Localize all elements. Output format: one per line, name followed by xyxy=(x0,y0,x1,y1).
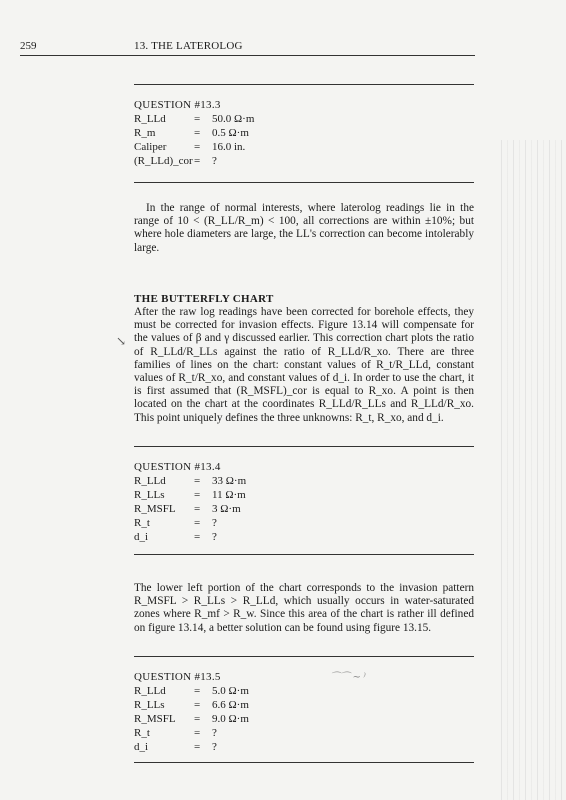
question-row xyxy=(134,502,246,516)
variable-label: R_t xyxy=(134,727,150,739)
equals-sign: = xyxy=(194,741,201,753)
margin-check-mark: ↘ xyxy=(116,334,127,348)
pencil-scribble: ⌒⌒ ∼ ⁾ xyxy=(330,672,366,683)
equals-sign: = xyxy=(194,713,201,725)
question-13-3 xyxy=(134,98,254,168)
variable-value: 50.0 Ω·m xyxy=(212,113,255,125)
divider xyxy=(134,656,474,657)
question-row xyxy=(134,698,249,712)
equals-sign: = xyxy=(194,727,201,739)
paragraph-butterfly-chart: After the raw log readings have been corrected for borehole effects, they must be corrected for invasion effects. Figure 13.14 will compensate for the values of β and γ discussed earlier. This correction chart plots the ratio of R_LLd/R_LLs against the ratio of R_LLd/R_xo. There are three families of lines on the chart: constant values of R_t/R_LLd, constant values of R_t/R_xo, and constant values of d_i. In order to use the chart, it is first assumed that (R_MSFL)_cor is equal to R_xo. A point is then located on the chart at the coordinates R_LLd/R_LLs and R_LLd/R_xo. This point uniquely defines the three unknowns: R_t, R_xo, and d_i. xyxy=(134,306,474,424)
section-heading: THE BUTTERFLY CHART xyxy=(134,293,274,305)
divider xyxy=(134,554,474,555)
question-row xyxy=(134,516,246,530)
equals-sign: = xyxy=(194,141,201,153)
divider xyxy=(134,182,474,183)
question-row xyxy=(134,154,254,168)
question-row xyxy=(134,474,246,488)
question-row xyxy=(134,726,249,740)
question-title: QUESTION #13.3 xyxy=(134,99,221,111)
header-rule xyxy=(20,55,475,56)
question-row xyxy=(134,488,246,502)
variable-label: R_MSFL xyxy=(134,713,176,725)
variable-label: R_LLs xyxy=(134,489,165,501)
variable-value: 3 Ω·m xyxy=(212,503,241,515)
variable-value: ? xyxy=(212,741,217,753)
variable-label: d_i xyxy=(134,741,149,753)
question-row xyxy=(134,684,249,698)
equals-sign: = xyxy=(194,517,201,529)
divider xyxy=(134,446,474,447)
question-13-4 xyxy=(134,460,246,544)
equals-sign: = xyxy=(194,113,201,125)
question-13-5 xyxy=(134,670,249,754)
scan-edge-artifact xyxy=(496,140,566,800)
equals-sign: = xyxy=(194,503,201,515)
paragraph-lower-left: The lower left portion of the chart corresponds to the invasion pattern R_MSFL > R_LLs > R_LLd, which usually occurs in water-saturated zones where R_mf > R_w. Since this area of the chart is rather ill defined on figure 13.14, a better solution can be found using figure 13.15. xyxy=(134,582,474,634)
paragraph-normal-range: In the range of normal interests, where laterolog readings lie in the range of 10 < (R_LL/R_m) < 100, all corrections are within ±10%; but where hole diameters are large, the LL's correction can become intolerably large. xyxy=(134,202,474,254)
equals-sign: = xyxy=(194,489,201,501)
variable-value: ? xyxy=(212,727,217,739)
divider xyxy=(134,84,474,85)
variable-label: R_LLd xyxy=(134,685,166,697)
variable-value: 6.6 Ω·m xyxy=(212,699,249,711)
variable-label: R_LLd xyxy=(134,475,166,487)
variable-label: R_LLd xyxy=(134,113,166,125)
variable-value: ? xyxy=(212,155,217,167)
equals-sign: = xyxy=(194,699,201,711)
variable-value: 9.0 Ω·m xyxy=(212,713,249,725)
variable-value: 0.5 Ω·m xyxy=(212,127,249,139)
variable-label: (R_LLd)_cor xyxy=(134,155,193,167)
question-title: QUESTION #13.4 xyxy=(134,461,221,473)
question-title: QUESTION #13.5 xyxy=(134,671,221,683)
question-row xyxy=(134,140,254,154)
page-number: 259 xyxy=(20,40,37,52)
question-row xyxy=(134,112,254,126)
variable-value: ? xyxy=(212,531,217,543)
equals-sign: = xyxy=(194,685,201,697)
question-row xyxy=(134,740,249,754)
variable-label: R_m xyxy=(134,127,156,139)
equals-sign: = xyxy=(194,155,201,167)
question-row xyxy=(134,126,254,140)
variable-label: R_LLs xyxy=(134,699,165,711)
variable-value: 16.0 in. xyxy=(212,141,246,153)
divider xyxy=(134,762,474,763)
chapter-title: 13. THE LATEROLOG xyxy=(134,40,243,52)
variable-value: 11 Ω·m xyxy=(212,489,246,501)
variable-value: 5.0 Ω·m xyxy=(212,685,249,697)
variable-label: R_t xyxy=(134,517,150,529)
variable-label: R_MSFL xyxy=(134,503,176,515)
variable-label: Caliper xyxy=(134,141,167,153)
equals-sign: = xyxy=(194,475,201,487)
equals-sign: = xyxy=(194,127,201,139)
variable-value: 33 Ω·m xyxy=(212,475,247,487)
question-row xyxy=(134,530,246,544)
variable-label: d_i xyxy=(134,531,149,543)
equals-sign: = xyxy=(194,531,201,543)
question-row xyxy=(134,712,249,726)
variable-value: ? xyxy=(212,517,217,529)
